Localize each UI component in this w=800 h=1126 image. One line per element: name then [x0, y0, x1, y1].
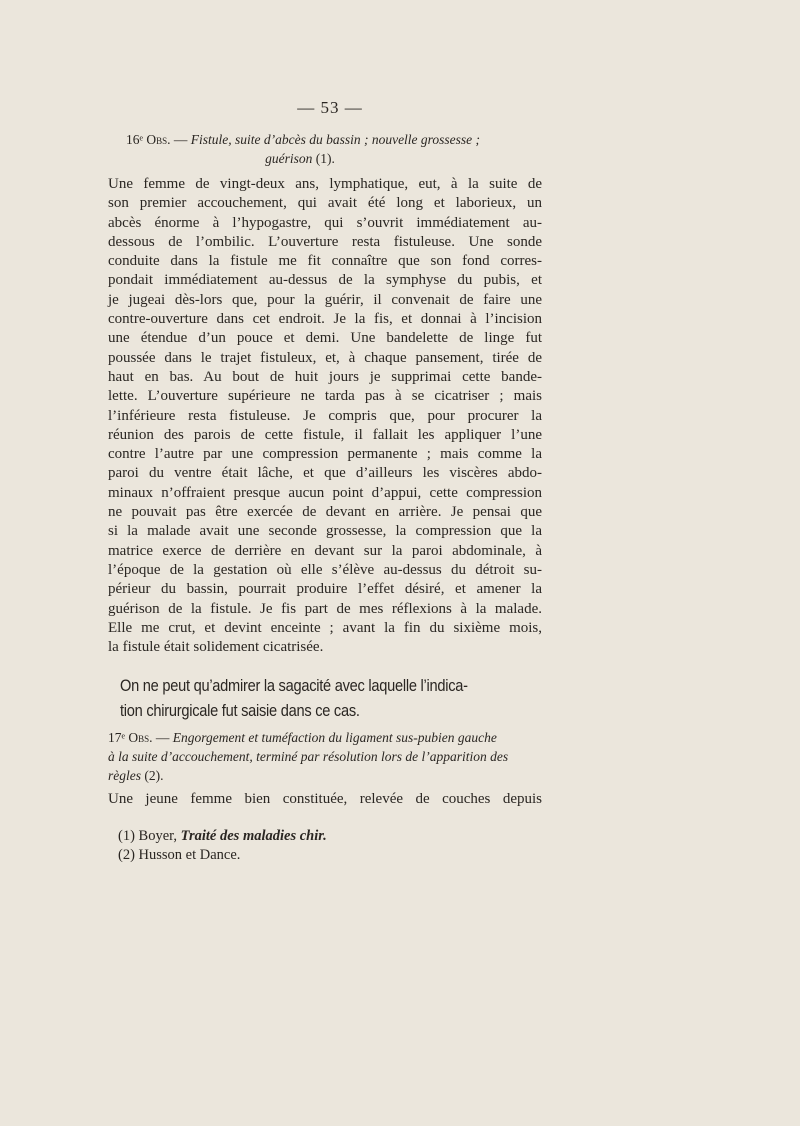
text-line: périeur du bassin, pourrait produire l’effet désiré, et amener la: [108, 581, 542, 598]
paragraph-1: [108, 175, 542, 657]
observation-16-heading-cont: [200, 149, 400, 168]
heading-dash: —: [170, 132, 191, 147]
footnote-text: Husson et Dance.: [138, 847, 241, 863]
observation-17-footnote-ref: (2).: [144, 768, 164, 783]
footnote-number: (2): [118, 847, 135, 863]
text-line: ne pouvait pas être exercée de devant en arrière. Je pensai que: [108, 504, 542, 521]
text-line: la fistule était solidement cicatrisée.: [108, 639, 324, 656]
footnote-2: [118, 845, 538, 865]
text-line: l’inférieure resta fistuleuse. Je compris que, pour procurer la: [108, 407, 542, 424]
text-line: matrice exerce de derrière en devant sur la paroi abdominale, à: [108, 542, 542, 559]
text-line: contre l’autre par une compression permanente ; mais comme la: [108, 446, 542, 463]
text-line: l’époque de la gestation où elle s’élève au-dessus du détroit su-: [108, 561, 542, 578]
observation-17-title-end: règles: [108, 768, 141, 783]
observation-17-label: 17ᵉ Obs.: [108, 730, 153, 745]
text-line: haut en bas. Au bout de huit jours je supprimai cette bande-: [108, 368, 542, 385]
observation-17-title: Engorgement et tuméfaction du ligament sus-pubien gauche: [172, 730, 497, 745]
text-line: réunion des parois de cette fistule, il fallait les appliquer l’une: [108, 426, 542, 443]
observation-16-label: 16ᵉ Obs.: [126, 132, 171, 147]
text-line: lette. L’ouverture supérieure ne tarda pas à se cicatriser ; mais: [108, 388, 542, 405]
text-line: abcès énorme à l’hypogastre, qui s’ouvrit immédiatement au-: [108, 214, 542, 231]
text-line: je jugeai dès-lors que, pour la guérir, il convenait de faire une: [108, 291, 542, 308]
observation-16-title: Fistule, suite d’abcès du bassin ; nouvelle grossesse ;: [190, 132, 481, 147]
text-line: poussée dans le trajet fistuleux, et, à chaque pansement, tirée de: [108, 349, 542, 366]
text-line: guérison de la fistule. Je fis part de mes réflexions à la malade.: [108, 600, 542, 617]
text-line: contre-ouverture dans cet endroit. Je la fis, et donnai à l’incision: [108, 311, 542, 328]
page-number: — 53 —: [297, 98, 363, 117]
commentary-line: tion chirurgicale fut saisie dans ce cas.: [120, 701, 360, 720]
heading-dash: —: [152, 730, 173, 745]
observation-17-title-cont: à la suite d’accouchement, terminé par résolution lors de l’apparition des: [108, 749, 509, 764]
commentary-line: On ne peut qu’admirer la sagacité avec laquelle l’indica-: [120, 676, 468, 695]
added-commentary: [120, 673, 498, 723]
footnote-number: (1): [118, 828, 135, 844]
text-line: si la malade avait une seconde grossesse, la compression que la: [108, 523, 542, 540]
observation-16-title-cont: guérison: [265, 151, 313, 166]
text-line: minaux n’offraient presque aucun point d’appui, cette compression: [108, 484, 542, 501]
text-line: une étendue d’un pouce et demi. Une bandelette de linge fut: [108, 330, 542, 347]
observation-17-heading: [108, 728, 548, 785]
text-line: Une jeune femme bien constituée, relevée de couches depuis: [108, 791, 542, 807]
text-line: son premier accouchement, qui avait été long et laborieux, un: [108, 195, 542, 212]
text-line: pondait immédiatement au-dessus de la symphyse du pubis, et: [108, 272, 542, 289]
footnote-title: Traité des maladies chir.: [180, 828, 327, 844]
text-line: paroi du ventre était lâche, et que d’ailleurs les viscères abdo-: [108, 465, 542, 482]
observation-16-footnote-ref: (1).: [315, 151, 335, 166]
text-line: Elle me crut, et devint enceinte ; avant la fin du sixième mois,: [108, 619, 542, 636]
text-line: dessous de l’ombilic. L’ouverture resta fistuleuse. Une sonde: [108, 233, 542, 250]
paragraph-2: [108, 790, 542, 809]
text-line: conduite dans la fistule me fit connaître que son fond corres-: [108, 253, 542, 270]
observation-16-heading: [126, 130, 546, 149]
footnote-author: Boyer,: [138, 828, 178, 844]
text-line: Une femme de vingt-deux ans, lymphatique, eut, à la suite de: [108, 176, 542, 192]
footnote-1: [118, 826, 538, 846]
